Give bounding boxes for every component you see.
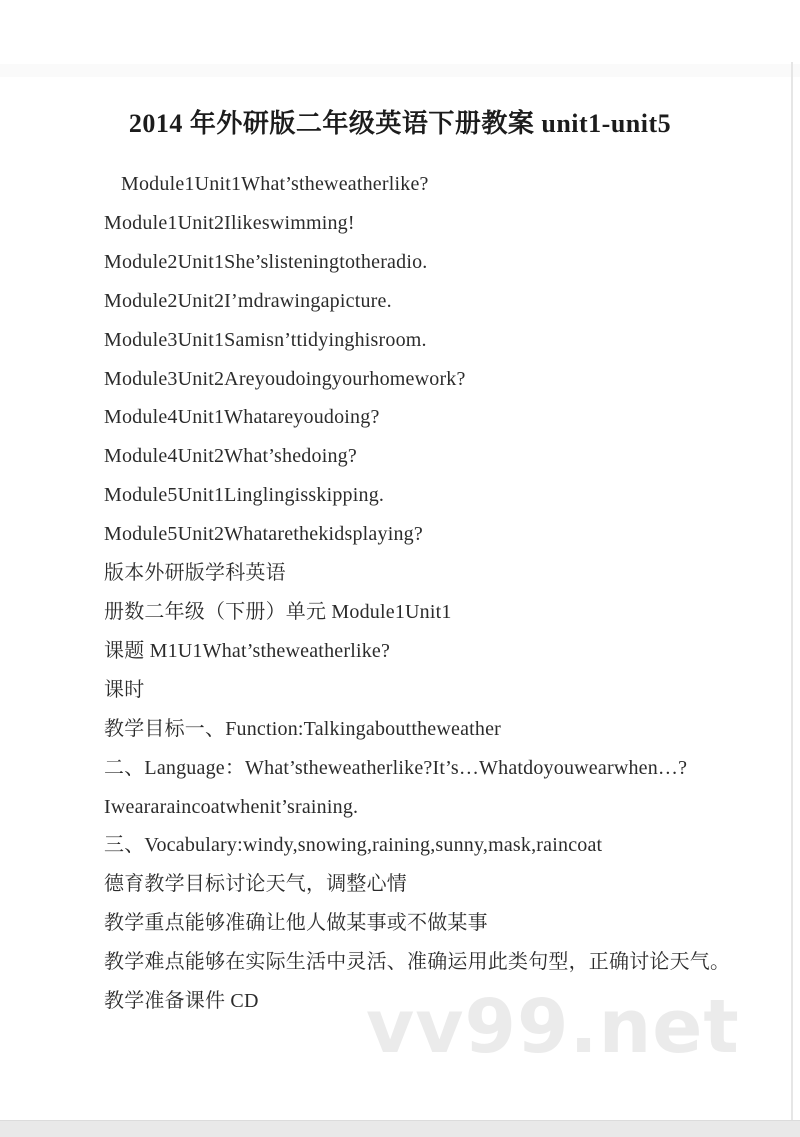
doc-line: 教学难点能够在实际生活中灵活、准确运用此类句型，正确讨论天气。 — [104, 951, 731, 974]
watermark-text: vv99.net — [366, 984, 740, 1070]
doc-line: 教学准备课件 CD — [104, 990, 259, 1013]
doc-line: 教学目标一、Function:Talkingabouttheweather — [104, 717, 502, 740]
doc-line: Module1Unit1What’stheweatherlike? — [121, 173, 429, 195]
doc-line: 课时 — [104, 678, 145, 701]
document-title: 2014 年外研版二年级英语下册教案 unit1-unit5 — [128, 109, 672, 139]
doc-line: 二、Language：What’stheweatherlike?It’s…Whatdoyouwearwhen…? — [104, 756, 688, 779]
document-body — [104, 165, 760, 1021]
doc-line: Iweararaincoatwhenit’sraining. — [104, 795, 359, 818]
bottom-gray-bar — [0, 1120, 800, 1137]
doc-line: 版本外研版学科英语 — [104, 562, 286, 585]
page-right-edge-line — [791, 62, 793, 1120]
doc-line: 册数二年级（下册）单元 Module1Unit1 — [104, 600, 452, 623]
doc-line: Module2Unit2I’mdrawingapicture. — [104, 289, 392, 312]
doc-line: Module3Unit2Areyoudoingyourhomework? — [104, 367, 466, 390]
doc-line: Module5Unit2Whatarethekidsplaying? — [104, 523, 423, 546]
doc-line: Module4Unit1Whatareyoudoing? — [104, 406, 380, 429]
doc-line: 德育教学目标讨论天气，调整心情 — [104, 873, 407, 896]
doc-line: Module5Unit1Linglingisskipping. — [104, 484, 385, 507]
doc-line: Module4Unit2What’shedoing? — [104, 445, 357, 468]
doc-line: Module3Unit1Samisn’ttidyinghisroom. — [104, 328, 427, 351]
doc-line: 课题 M1U1What’stheweatherlike? — [104, 639, 391, 662]
doc-line: Module1Unit2Ilikeswimming! — [104, 211, 355, 234]
doc-line: Module2Unit1She’slisteningtotheradio. — [104, 250, 428, 273]
page-top-seam — [0, 64, 800, 77]
doc-line: 教学重点能够准确让他人做某事或不做某事 — [104, 912, 488, 935]
doc-line: 三、Vocabulary:windy,snowing,raining,sunny,mask,raincoat — [104, 834, 603, 857]
